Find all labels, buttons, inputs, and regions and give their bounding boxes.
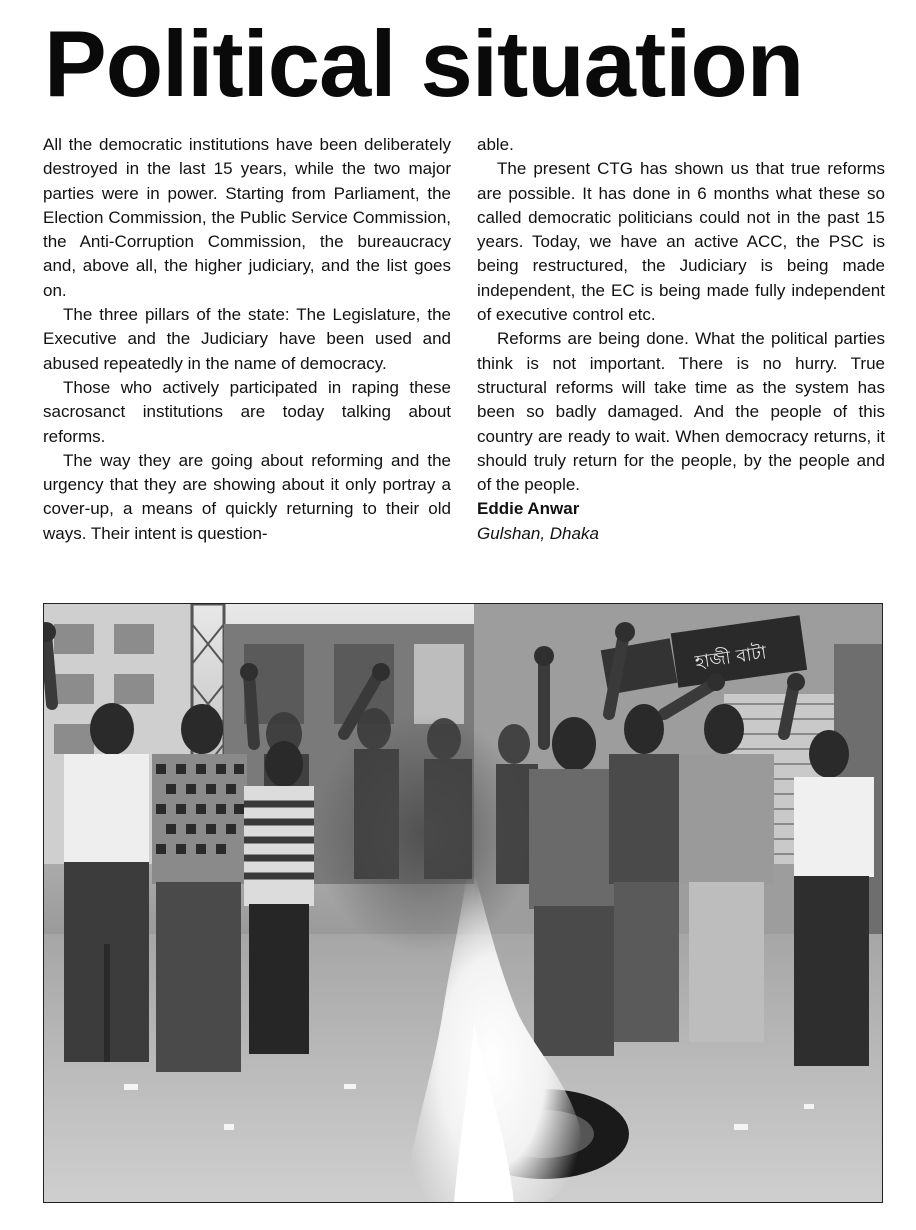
author-name: Eddie Anwar: [477, 499, 580, 519]
article-column-right: [477, 133, 885, 546]
paragraph-4-continued: able.: [477, 135, 514, 154]
protest-photo: [43, 603, 883, 1203]
paragraph-1: All the democratic institutions have been deliberately destroyed in the last 15 years, while the two major parties were in power. Starting from Parliament, the Election Commission, the Public Service Commission, the Anti-Corruption Commission, the bureaucracy and, above all, the higher judiciary, and the list goes on.: [43, 135, 451, 300]
article-title: Political situation: [44, 11, 804, 116]
article-column-left: [43, 133, 451, 546]
paragraph-3: Those who actively participated in raping these sacrosanct institutions are today talking about reforms.: [43, 377, 451, 446]
paragraph-6: Reforms are being done. What the political parties think is not important. There is no hurry. True structural reforms will take time as the system has been so badly damaged. And the people of this country are ready to wait. When democracy returns, it should truly return for the people, by the people and of the people.: [477, 329, 885, 495]
paragraph-2: The three pillars of the state: The Legislature, the Executive and the Judiciary have been used and abused repeatedly in the name of democracy.: [43, 305, 451, 373]
shop-sign-text: হাজী বাটা: [693, 642, 768, 674]
paragraph-4: The way they are going about reforming and the urgency that they are showing about it only portray a cover-up, a means of quickly returning to their old ways. Their intent is question-: [43, 450, 451, 543]
author-location: Gulshan, Dhaka: [477, 523, 599, 543]
paragraph-5: The present CTG has shown us that true reforms are possible. It has done in 6 months what these so called democratic politicians could not in the past 15 years. Today, we have an active ACC, the PSC is being restructured, the Judiciary is being made independent, the EC is being made fully independent of executive control etc.: [477, 159, 885, 325]
